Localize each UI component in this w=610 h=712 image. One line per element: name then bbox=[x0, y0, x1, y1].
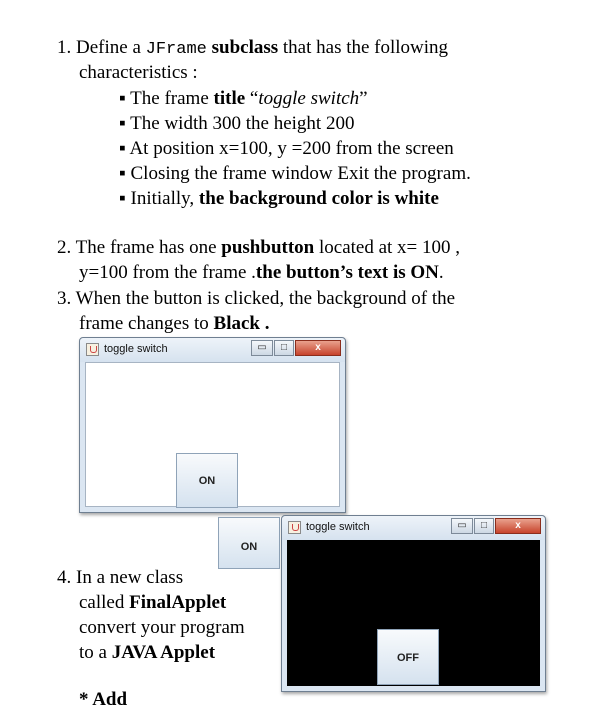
maximize-button[interactable]: □ bbox=[274, 340, 294, 356]
maximize-button[interactable]: □ bbox=[474, 518, 494, 534]
close-button[interactable]: x bbox=[295, 340, 341, 356]
cut-off-heading: * Add bbox=[79, 689, 128, 710]
item-1-line-2: characteristics : bbox=[79, 62, 198, 83]
window-title: toggle switch bbox=[104, 343, 168, 355]
item-4-line-2: called FinalApplet bbox=[79, 592, 227, 613]
bullet-background: ▪ Initially, the background color is white bbox=[119, 188, 439, 209]
item-2-line-2: y=100 from the frame .the button’s text is ON. bbox=[79, 262, 444, 283]
toggle-switch-window-white[interactable] bbox=[79, 337, 346, 513]
item-1-line-1: 1. Define a JFrame subclass that has the following bbox=[57, 37, 449, 59]
window-titlebar[interactable] bbox=[80, 338, 345, 362]
minimize-button[interactable]: ▭ bbox=[451, 518, 473, 534]
item-2-line-1: 2. The frame has one pushbutton located at x= 100 , bbox=[57, 237, 461, 258]
minimize-button[interactable]: ▭ bbox=[251, 340, 273, 356]
jframe-code: JFrame bbox=[145, 40, 207, 59]
java-cup-icon bbox=[288, 521, 301, 534]
java-cup-icon bbox=[86, 343, 99, 356]
item-3-line-1: 3. When the button is clicked, the background of the bbox=[57, 288, 456, 309]
stray-on-button[interactable]: ON bbox=[218, 517, 280, 569]
item-4-line-3: convert your program bbox=[79, 617, 245, 638]
close-button[interactable]: x bbox=[495, 518, 541, 534]
toggle-off-button[interactable]: OFF bbox=[377, 629, 439, 685]
window-client-area bbox=[287, 540, 540, 686]
item-3-line-2: frame changes to Black . bbox=[79, 313, 270, 334]
item-4-line-1: 4. In a new class bbox=[57, 567, 184, 588]
bullet-title: ▪ The frame title “toggle switch” bbox=[119, 88, 368, 109]
bullet-exit: ▪ Closing the frame window Exit the program. bbox=[119, 163, 471, 184]
toggle-switch-window-black[interactable] bbox=[281, 515, 546, 692]
item-4-line-4: to a JAVA Applet bbox=[79, 642, 216, 663]
toggle-on-button[interactable]: ON bbox=[176, 453, 238, 508]
window-titlebar[interactable] bbox=[282, 516, 545, 540]
window-client-area bbox=[85, 362, 340, 507]
bullet-size: ▪ The width 300 the height 200 bbox=[119, 113, 355, 134]
bullet-position: ▪ At position x=100, y =200 from the screen bbox=[119, 138, 454, 159]
window-title: toggle switch bbox=[306, 521, 370, 533]
